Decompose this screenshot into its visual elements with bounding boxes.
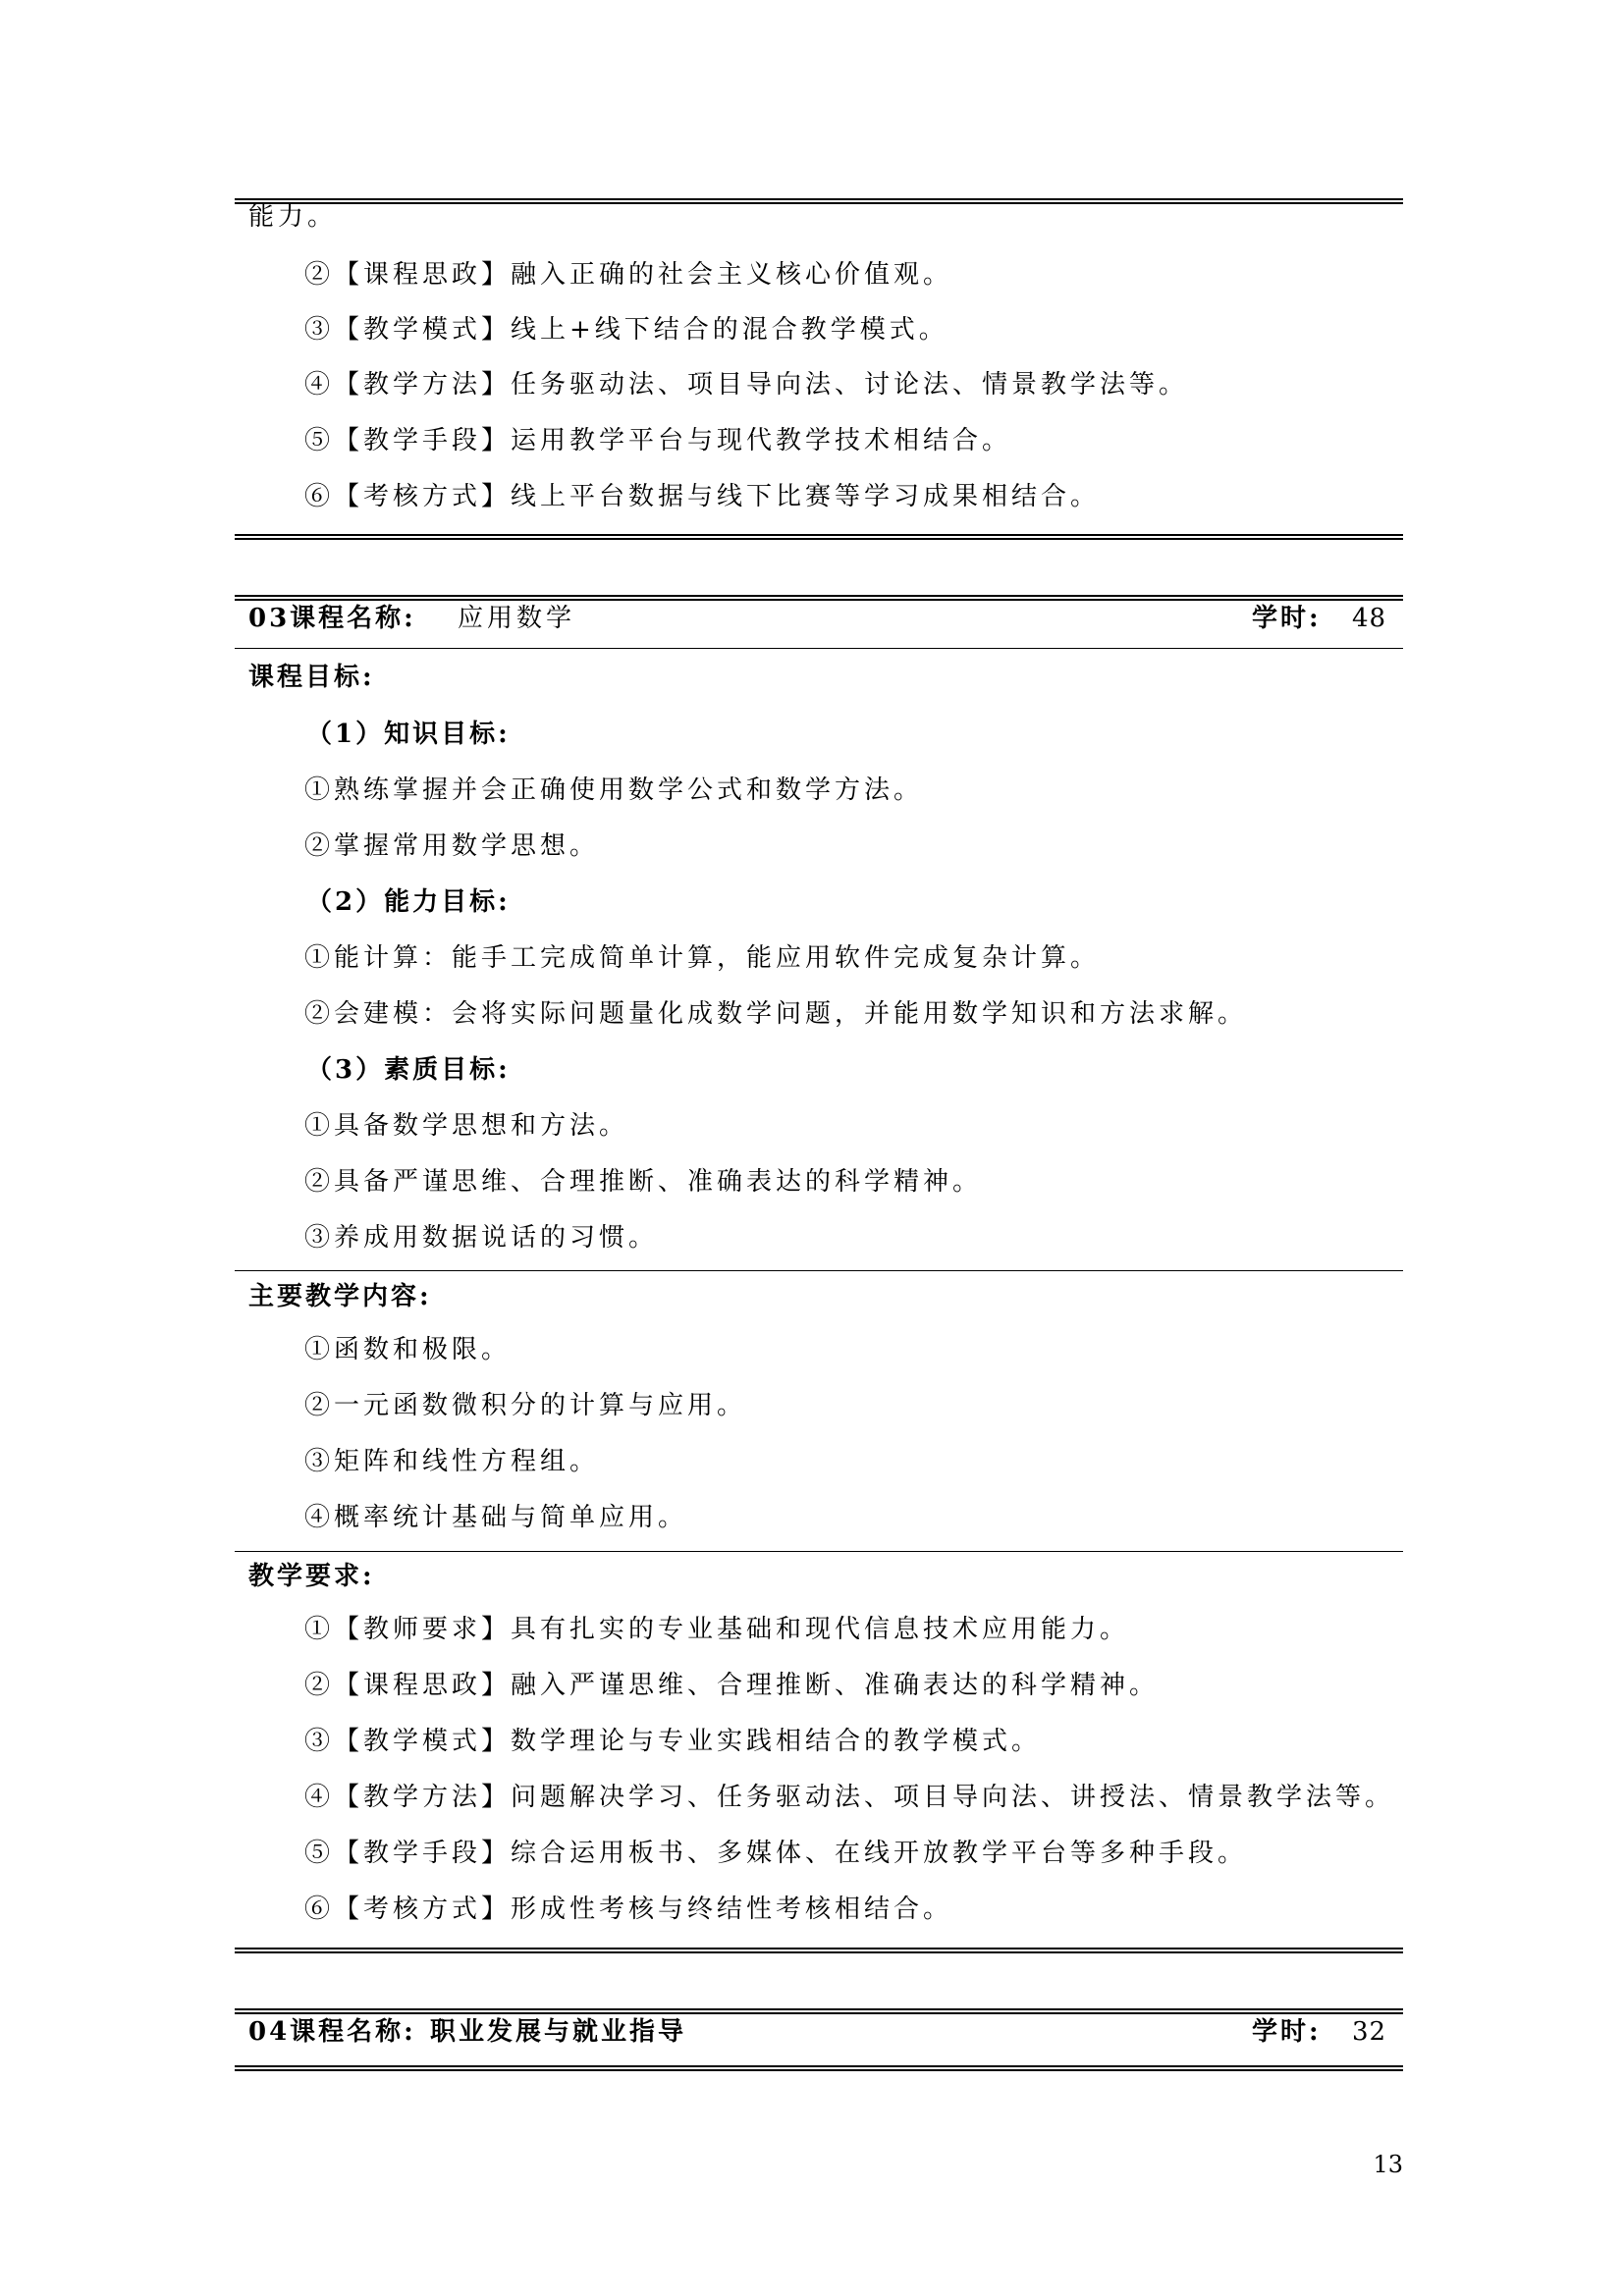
ability-heading: （2）能力目标: bbox=[306, 887, 511, 917]
requirement-6: ⑥【考核方式】形成性考核与终结性考核相结合。 bbox=[304, 1895, 953, 1924]
course-04-name: 职业发展与就业指导 bbox=[430, 2017, 687, 2047]
quality-heading: （3）素质目标: bbox=[306, 1055, 511, 1085]
prev-tail-text: 能力。 bbox=[248, 202, 338, 232]
ability-item-2: ②会建模：会将实际问题量化成数学问题，并能用数学知识和方法求解。 bbox=[304, 999, 1248, 1029]
prev-requirement-5: ⑤【教学手段】运用教学平台与现代教学技术相结合。 bbox=[304, 426, 1012, 455]
requirements-heading: 教学要求: bbox=[248, 1562, 375, 1591]
quality-item-1: ①具备数学思想和方法。 bbox=[304, 1111, 629, 1141]
course-03-label: 03课程名称: bbox=[248, 604, 416, 633]
content-bottom-rule bbox=[235, 1551, 1403, 1552]
content-item-3: ③矩阵和线性方程组。 bbox=[304, 1447, 600, 1476]
content-item-2: ②一元函数微积分的计算与应用。 bbox=[304, 1391, 747, 1420]
quality-item-2: ②具备严谨思维、合理推断、准确表达的科学精神。 bbox=[304, 1167, 983, 1197]
prev-requirement-2: ②【课程思政】融入正确的社会主义核心价值观。 bbox=[304, 260, 953, 290]
knowledge-heading: （1）知识目标: bbox=[306, 720, 511, 749]
content-item-4: ④概率统计基础与简单应用。 bbox=[304, 1503, 688, 1532]
quality-item-3: ③养成用数据说话的习惯。 bbox=[304, 1223, 659, 1253]
prev-requirement-4: ④【教学方法】任务驱动法、项目导向法、讨论法、情景教学法等。 bbox=[304, 370, 1189, 400]
course-04-label: 04课程名称: bbox=[248, 2017, 416, 2047]
prev-requirement-6: ⑥【考核方式】线上平台数据与线下比赛等学习成果相结合。 bbox=[304, 482, 1101, 511]
content-item-1: ①函数和极限。 bbox=[304, 1335, 512, 1364]
requirement-4: ④【教学方法】问题解决学习、任务驱动法、项目导向法、讲授法、情景教学法等。 bbox=[304, 1783, 1395, 1812]
course-04-bottom-rule bbox=[235, 2065, 1403, 2071]
knowledge-item-2: ②掌握常用数学思想。 bbox=[304, 831, 600, 861]
ability-item-1: ①能计算：能手工完成简单计算，能应用软件完成复杂计算。 bbox=[304, 943, 1101, 973]
prev-requirement-3: ③【教学模式】线上+线下结合的混合教学模式。 bbox=[304, 315, 948, 345]
requirement-2: ②【课程思政】融入严谨思维、合理推断、准确表达的科学精神。 bbox=[304, 1671, 1160, 1700]
goals-heading: 课程目标: bbox=[248, 663, 375, 692]
course-03-header-rule bbox=[235, 648, 1403, 649]
requirement-3: ③【教学模式】数学理论与专业实践相结合的教学模式。 bbox=[304, 1727, 1042, 1756]
requirement-5: ⑤【教学手段】综合运用板书、多媒体、在线开放教学平台等多种手段。 bbox=[304, 1839, 1248, 1868]
section-top-rule bbox=[235, 198, 1403, 204]
requirement-1: ①【教师要求】具有扎实的专业基础和现代信息技术应用能力。 bbox=[304, 1615, 1130, 1644]
course-03-hours: 48 bbox=[1352, 604, 1387, 633]
course-03-bottom-rule bbox=[235, 1948, 1403, 1953]
section-bottom-rule bbox=[235, 534, 1403, 540]
course-04-hours-label: 学时: bbox=[1252, 2017, 1322, 2047]
content-heading: 主要教学内容: bbox=[248, 1282, 432, 1311]
course-04-hours: 32 bbox=[1352, 2017, 1387, 2047]
page-number: 13 bbox=[1373, 2151, 1403, 2178]
course-03-hours-label: 学时: bbox=[1252, 604, 1322, 633]
course-03-name: 应用数学 bbox=[458, 604, 576, 633]
goals-bottom-rule bbox=[235, 1270, 1403, 1271]
knowledge-item-1: ①熟练掌握并会正确使用数学公式和数学方法。 bbox=[304, 775, 924, 805]
